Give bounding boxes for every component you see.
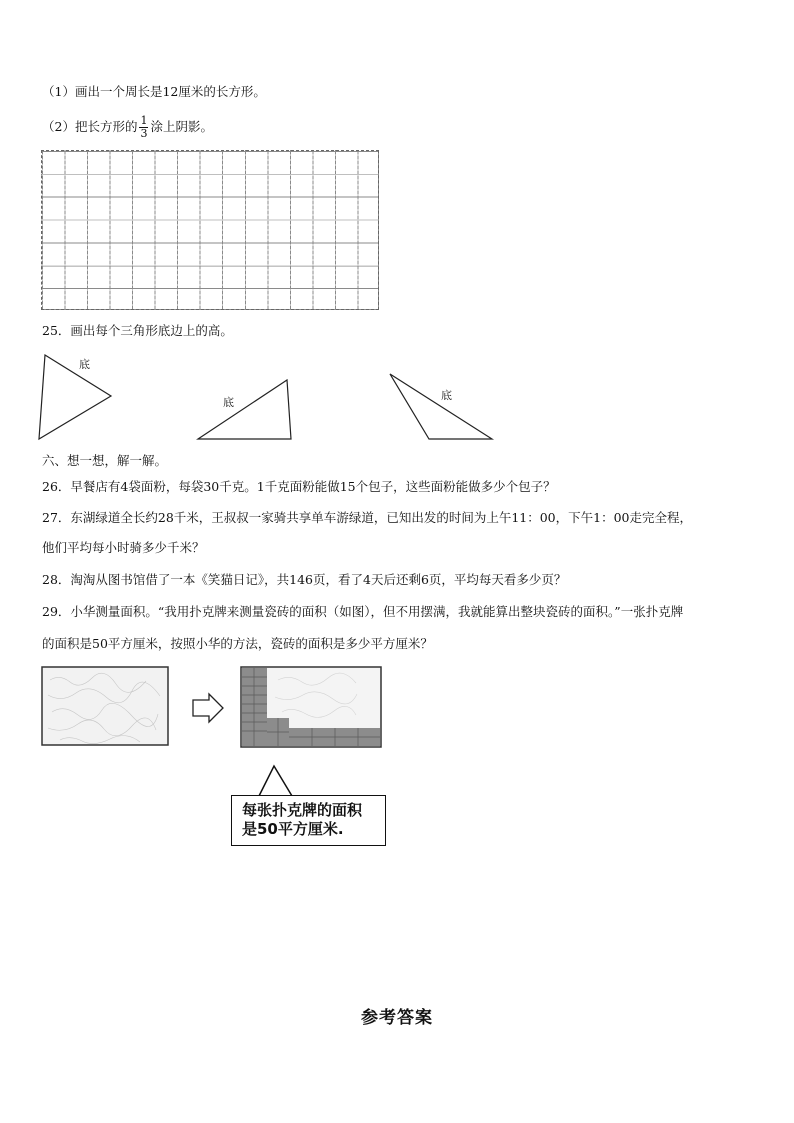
q24-part2-after: 涂上阴影。 <box>150 119 213 134</box>
callout-line1: 每张扑克牌的面积 <box>242 801 363 819</box>
q26-text: 26．早餐店有4袋面粉，每袋30千克。1千克面粉能做15个包子，这些面粉能做多少个包子？ <box>42 479 556 494</box>
answer-title: 参考答案 <box>361 1008 433 1028</box>
fraction-numerator: 1 <box>140 114 148 127</box>
q27-text-line1: 27．东湖绿道全长约28千米，王叔叔一家骑共享单车游绿道，已知出发的时间为上午11：00，下午1：00走完全程， <box>42 510 692 525</box>
q24-part2-before: （2）把长方形的 <box>42 119 138 134</box>
triangle-1-base-label: 底 <box>79 358 90 371</box>
section-6-heading: 六、想一想，解一解。 <box>42 453 168 468</box>
q27-text-line2: 他们平均每小时骑多少千米？ <box>42 540 205 555</box>
q24-part1: （1）画出一个周长是12厘米的长方形。 <box>42 84 266 99</box>
q29-text-line1: 29．小华测量面积。“我用扑克牌来测量瓷砖的面积（如图），但不用摆满，我就能算出整块瓷砖的面积。”一张扑克牌 <box>42 604 684 619</box>
triangle-2[interactable] <box>198 380 291 439</box>
q29-text-line2: 的面积是50平方厘米，按照小华的方法，瓷砖的面积是多少平方厘米？ <box>42 636 433 651</box>
arrow-right-icon <box>193 694 223 722</box>
poker-card-callout <box>231 795 386 846</box>
triangle-1[interactable] <box>39 355 111 439</box>
poker-card-column <box>242 668 267 746</box>
callout-line2: 是50平方厘米. <box>242 820 344 838</box>
triangle-3-base-label: 底 <box>441 389 452 402</box>
triangle-2-base-label: 底 <box>223 396 234 409</box>
q25-text: 25．画出每个三角形底边上的高。 <box>42 323 233 338</box>
q28-text: 28．淘淘从图书馆借了一本《笑猫日记》，共146页，看了4天后还剩6页，平均每天看多少页？ <box>42 572 567 587</box>
fraction-denominator: 3 <box>140 127 148 140</box>
callout-pointer <box>259 766 292 796</box>
triangle-3[interactable] <box>390 374 492 439</box>
